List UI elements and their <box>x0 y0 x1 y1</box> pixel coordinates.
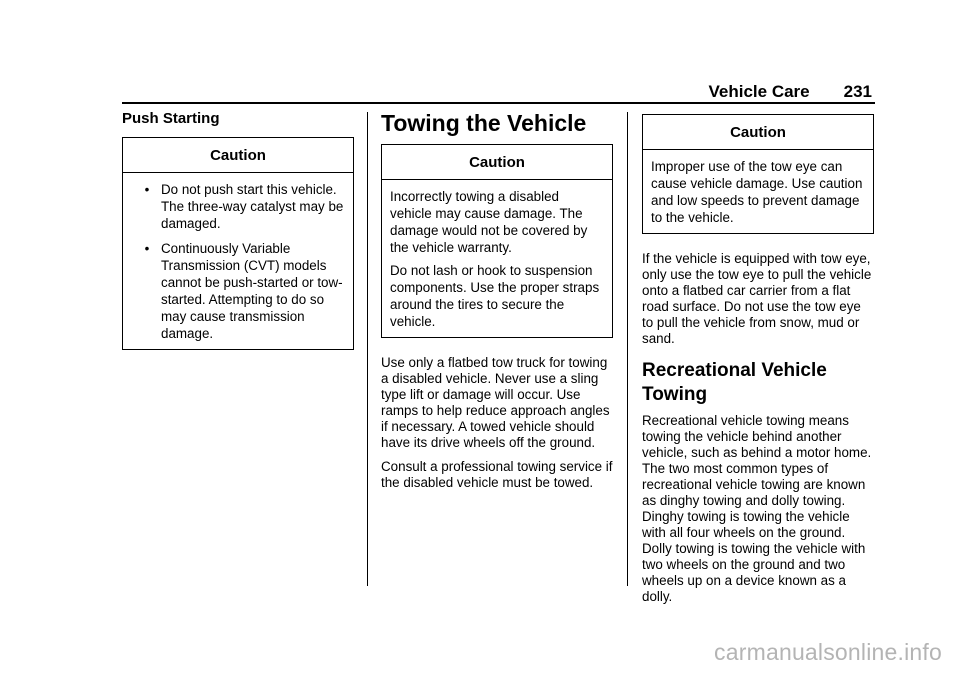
body-text <box>642 413 874 605</box>
page-number: 231 <box>843 82 872 101</box>
section-heading-rv-towing: Recreational Vehicle Towing <box>642 360 827 405</box>
section-title: Vehicle Care <box>708 82 810 101</box>
caution-paragraph: Do not lash or hook to suspension components. Use the proper straps around the tires to secure the vehicle. <box>390 263 600 329</box>
bullet-glyph: • <box>144 182 150 197</box>
column-divider <box>627 112 628 586</box>
caution-body <box>382 180 612 337</box>
column-1 <box>122 110 354 350</box>
body-paragraph: If the vehicle is equipped with tow eye, only use the tow eye to pull the vehicle onto a flatbed car carrier from a flat road surface. Do not use the tow eye to pull the vehicle from snow, mud or sand. <box>642 251 872 346</box>
caution-title: Caution <box>643 115 873 150</box>
list-item: • Continuously Variable Transmission (CVT) models cannot be push-started or tow-started. Attempting to do so may cause transmission damage. <box>133 240 345 342</box>
body-paragraph: Recreational vehicle towing means towing the vehicle behind another vehicle, such as behind a motor home. The two most common types of recreational vehicle towing are known as dinghy towing and dolly towing. Dinghy towing is towing the vehicle with all four wheels on the ground. Dolly towing is towing the vehicle with two wheels on the ground and two wheels up on a device known as a dolly. <box>642 413 872 604</box>
caution-box <box>122 137 354 350</box>
body-text <box>381 355 613 491</box>
section-heading-push-starting: Push Starting <box>122 110 220 127</box>
body-paragraph: Use only a flatbed tow truck for towing a disabled vehicle. Never use a sling type lift or damage will occur. Use ramps to help reduce approach angles if necessary. A towed vehicle should have its drive wheels off the ground. <box>381 355 610 450</box>
column-3 <box>642 114 874 613</box>
bullet-glyph: • <box>144 241 150 256</box>
caution-title: Caution <box>123 138 353 173</box>
column-2 <box>381 109 613 499</box>
caution-box <box>642 114 874 234</box>
list-item: • Do not push start this vehicle. The three-way catalyst may be damaged. <box>133 181 345 232</box>
caution-paragraph: Improper use of the tow eye can cause vehicle damage. Use caution and low speeds to prevent damage to the vehicle. <box>651 159 863 225</box>
caution-paragraph: Incorrectly towing a disabled vehicle may cause damage. The damage would not be covered by the vehicle warranty. <box>390 189 588 255</box>
caution-title: Caution <box>382 145 612 180</box>
column-divider <box>367 112 368 586</box>
body-paragraph: Consult a professional towing service if the disabled vehicle must be towed. <box>381 459 613 490</box>
section-heading-towing: Towing the Vehicle <box>381 110 587 136</box>
caution-body <box>123 173 353 349</box>
watermark: carmanualsonline.info <box>714 639 942 665</box>
body-text <box>642 251 874 347</box>
header-rule <box>122 102 875 104</box>
caution-body <box>643 150 873 233</box>
caution-bullet-list <box>131 181 345 342</box>
page-header <box>709 82 873 102</box>
caution-box <box>381 144 613 338</box>
